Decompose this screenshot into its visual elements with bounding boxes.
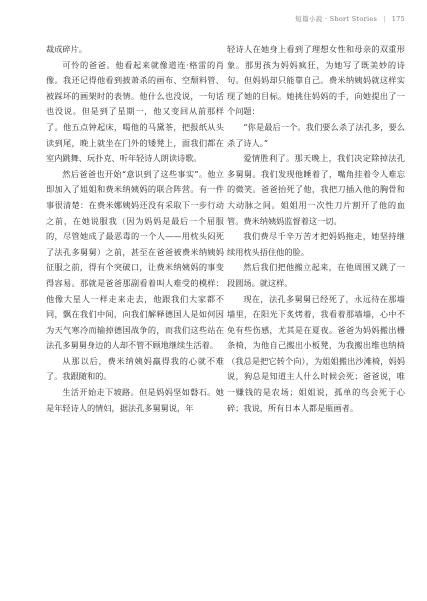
paragraph: “你是最后一个。我们要么杀了法孔多，要么杀了诗人。” <box>227 121 405 148</box>
paragraph: 从那以后，费米纳姨妈羸得我的心就不难了。我跟随和的。 <box>46 355 224 382</box>
paragraph: 可怜的爸爸。他看起来就像道连·格雷的肖像。我还记得他看到披萧杀的画布、空颓料管、被踩坏的画架时的表情。他什么也没说，一句话也没说。但是到了星期一，他又变回从前那样了。他五点钟起床，喝他的马黛茶，把报纸从头读到尾，晚上就坐在门外的矮凳上，面我们都在室内跳舞、玩扑克、听年轻诗人朗读诗歌。 <box>46 59 224 164</box>
paragraph: 然后我们把他搬立起来，在他周围又跳了一段圆场。就这样。 <box>227 262 405 288</box>
left-column <box>46 42 224 416</box>
paragraph: 现在，法孔多舅舅已经死了，永远待在那墙墙里，在阳光下炙烤着，我看着那墙墙，心中不免有些伤感，尤其是在夏夜。爸爸为妈妈搬出栅条椅，为他自己搬出小板凳，为我搬出维也纳椅（我总是把它转个向），为姐姐搬出沙滩椅，妈妈说，狗总是知道主人什么时候会死；爸爸说，唯一赚钱的是农场；姐姐说，孤单的鸟会死于心碎；我说，所有日本人都是瓶画者。 <box>227 293 405 413</box>
paragraph: 裁成碎片。 <box>46 44 87 54</box>
right-column <box>227 42 405 416</box>
page-number: 175 <box>391 14 405 23</box>
header-separator: | <box>383 14 386 23</box>
section-title: 短篇小說 · Short Stories <box>295 15 378 23</box>
running-head <box>295 14 405 23</box>
paragraph: 我们费尽千辛万苦才把妈妈拖走，她坚持继续用枕头捂住他的脸。 <box>227 231 405 257</box>
paragraph: 然后爸爸也开始“意识到了这些事实”。他立即加入了姐姐和费米纳姨妈的联合阵营。有一件事很清楚：在费米娜姨妈还没有采取下一步行动之前，在她说服我（因为妈妈是最后一个屈服的，尽管她成了最恶毒的一个人——用枕头闷死了法孔多舅舅）之前，甚至在爸爸被费米纳姨妈征服之前，得有个突破口，让费米纳姨妈的事变得容易。那就是爸爸那副看着叫人难受的模样：他像大星人一样走来走去，他跟我们大家都不同，飘在我们中间，向我们解释德国人是如何因为天气寒冷而输掉德国战争的，而我们这些站在法孔多舅舅身边的人却不管不顾地继续生活着。 <box>46 168 224 351</box>
paragraph: 轻诗人在她身上看到了理想女性和母亲的双重形象。那男孩为妈妈疯狂，为她写了既美妙的诗句。但妈妈却只能靠自己。费米纳姨妈就这样实现了她的目标。她挑住妈妈的手，向她提出了一个问题： <box>227 44 405 117</box>
paragraph: 爱情胜利了。那天晚上，我们决定除掉法孔多舅舅。我们发现他睡着了，嘴角挂着令人难忘的微笑。爸爸抬死了他，我把刀插入他的胸骨和大动脉之间。姐姐用一次性刀片割开了他的血管。费米纳姨妈监督着这一切。 <box>227 153 405 226</box>
paragraph: 生活开始走下坡路。但是妈妈坚如磐石。她是年轻诗人的情妇，据法孔多舅舅说，年 <box>46 387 224 413</box>
